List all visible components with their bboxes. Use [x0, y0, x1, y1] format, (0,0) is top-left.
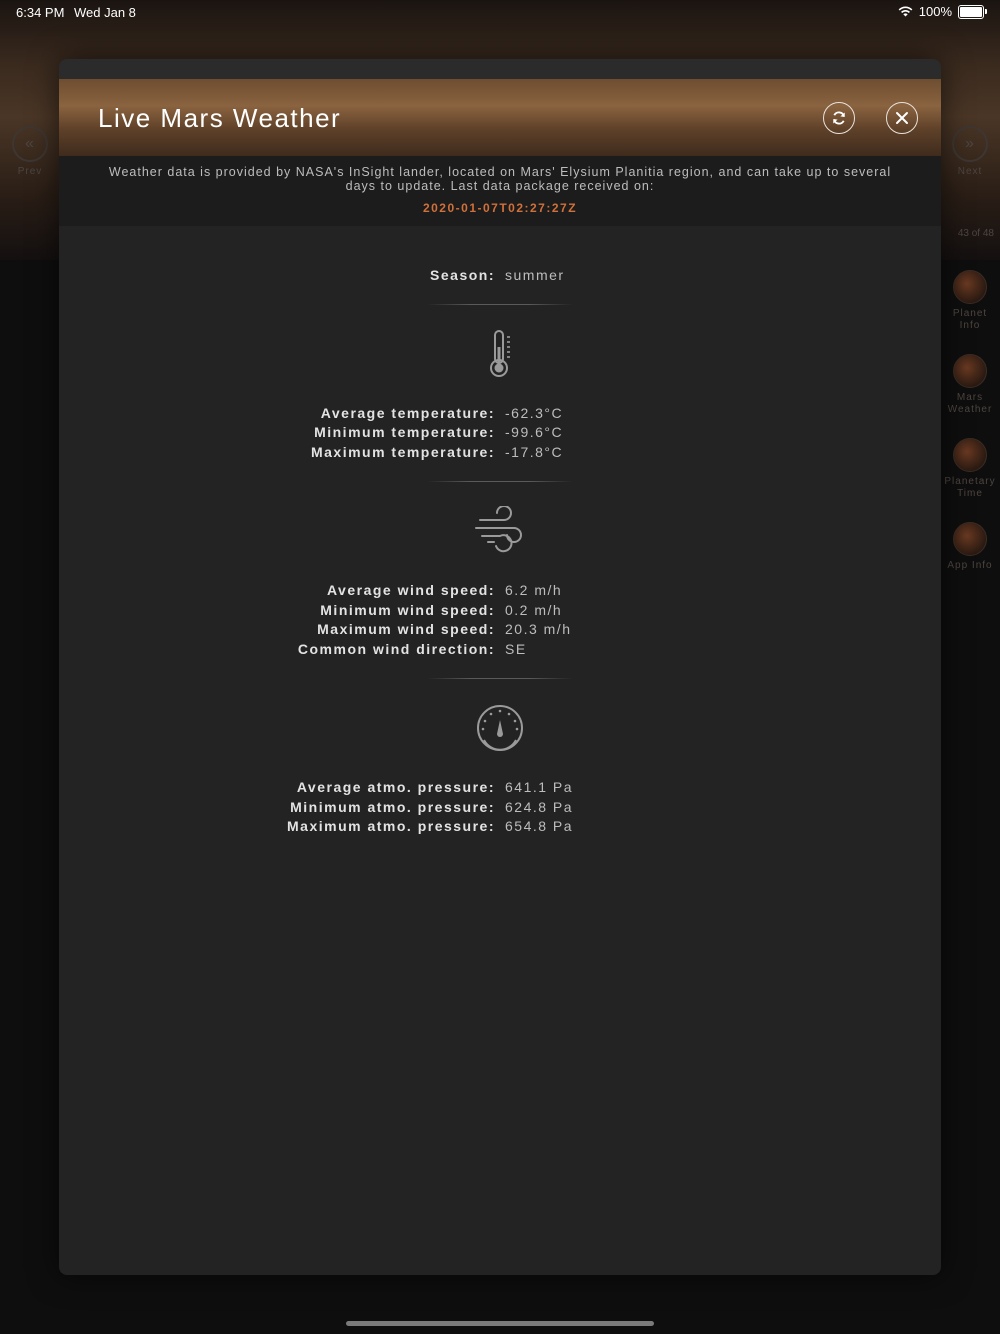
wind-avg-row: [59, 581, 941, 601]
home-indicator[interactable]: [346, 1321, 654, 1326]
divider: [427, 678, 573, 679]
temp-min-value: -99.6°C: [505, 424, 564, 440]
season-row: [59, 266, 941, 286]
mars-weather-icon: [953, 354, 987, 388]
temp-max-value: -17.8°C: [505, 443, 564, 460]
season-label: Season:: [430, 267, 495, 283]
wifi-icon: [898, 6, 913, 17]
last-update-timestamp: 2020-01-07T02:27:27Z: [422, 201, 578, 215]
next-nav[interactable]: [948, 126, 992, 177]
season-value: summer: [505, 267, 565, 283]
wind-direction-row: [59, 640, 941, 660]
temp-min-label: Minimum temperature:: [314, 424, 495, 440]
status-indicators: [898, 4, 984, 19]
page-count: 43 of 48: [957, 228, 994, 239]
modal-top-strip: [59, 59, 941, 79]
divider: [427, 304, 573, 305]
modal-header: [59, 79, 941, 156]
refresh-button[interactable]: [823, 102, 855, 134]
tool-label: App Info: [947, 560, 993, 571]
next-label: Next: [957, 166, 983, 177]
divider: [427, 481, 573, 482]
tool-label: Planetary Time: [944, 476, 996, 499]
temp-avg-value: -62.3°C: [505, 404, 564, 421]
wind-min-value: 0.2 m/h: [505, 601, 563, 618]
tool-planet-info[interactable]: [944, 270, 996, 332]
wind-section: [59, 506, 941, 556]
wind-direction-value: SE: [505, 640, 527, 657]
temp-max-label: Maximum temperature:: [310, 443, 495, 460]
wind-min-label: Minimum wind speed:: [320, 601, 495, 618]
planet-info-icon: [953, 270, 987, 304]
wind-max-label: Maximum wind speed:: [317, 621, 495, 637]
status-bar: [0, 0, 1000, 24]
wind-avg-value: 6.2 m/h: [505, 582, 563, 598]
pressure-min-value: 624.8 Pa: [505, 798, 574, 815]
wind-min-row: [59, 601, 941, 621]
temp-avg-row: [59, 404, 941, 424]
pressure-min-row: [59, 798, 941, 818]
pressure-avg-value: 641.1 Pa: [505, 779, 574, 795]
prev-label: Prev: [17, 166, 43, 177]
tool-label: Planet Info: [952, 308, 988, 331]
weather-modal: [59, 59, 941, 1275]
thermometer-icon: [487, 329, 513, 379]
battery-percent: 100%: [918, 4, 952, 19]
tool-planetary-time[interactable]: [944, 438, 996, 500]
app-info-icon: [953, 522, 987, 556]
tool-app-info[interactable]: [944, 522, 996, 572]
double-chevron-left-icon: «: [12, 126, 48, 162]
temp-avg-label: Average temperature:: [320, 404, 495, 421]
pressure-max-label: Maximum atmo. pressure:: [287, 818, 495, 834]
wind-direction-label: Common wind direction:: [297, 640, 495, 657]
weather-content: [59, 226, 941, 837]
pressure-min-label: Minimum atmo. pressure:: [290, 798, 495, 815]
wind-max-value: 20.3 m/h: [505, 621, 572, 637]
modal-title: Live Mars Weather: [98, 103, 342, 133]
battery-icon: [958, 5, 984, 19]
pressure-max-value: 654.8 Pa: [505, 818, 574, 834]
pressure-avg-row: [59, 778, 941, 798]
close-icon: [895, 111, 909, 125]
temp-min-row: [59, 423, 941, 443]
wind-avg-label: Average wind speed:: [326, 582, 495, 598]
tool-sidebar: [944, 270, 996, 594]
pressure-avg-label: Average atmo. pressure:: [296, 779, 495, 795]
status-time: 6:34 PM: [16, 5, 65, 20]
temp-max-row: [59, 443, 941, 463]
thermometer-section: [59, 329, 941, 379]
refresh-icon: [831, 110, 847, 126]
wind-max-row: [59, 620, 941, 640]
gauge-icon: [475, 703, 525, 753]
close-button[interactable]: [886, 102, 918, 134]
tool-mars-weather[interactable]: [944, 354, 996, 416]
planetary-time-icon: [953, 438, 987, 472]
info-panel: [59, 156, 941, 226]
pressure-section: [59, 703, 941, 753]
info-text: Weather data is provided by NASA's InSight lander, located on Mars' Elysium Planitia region, and can take up to several days to update. Last data package received on:: [108, 165, 892, 193]
tool-label: Mars Weather: [947, 392, 993, 415]
double-chevron-right-icon: »: [952, 126, 988, 162]
prev-nav[interactable]: [8, 126, 52, 177]
pressure-max-row: [59, 817, 941, 837]
status-date: Wed Jan 8: [74, 5, 136, 20]
wind-icon: [474, 506, 526, 556]
